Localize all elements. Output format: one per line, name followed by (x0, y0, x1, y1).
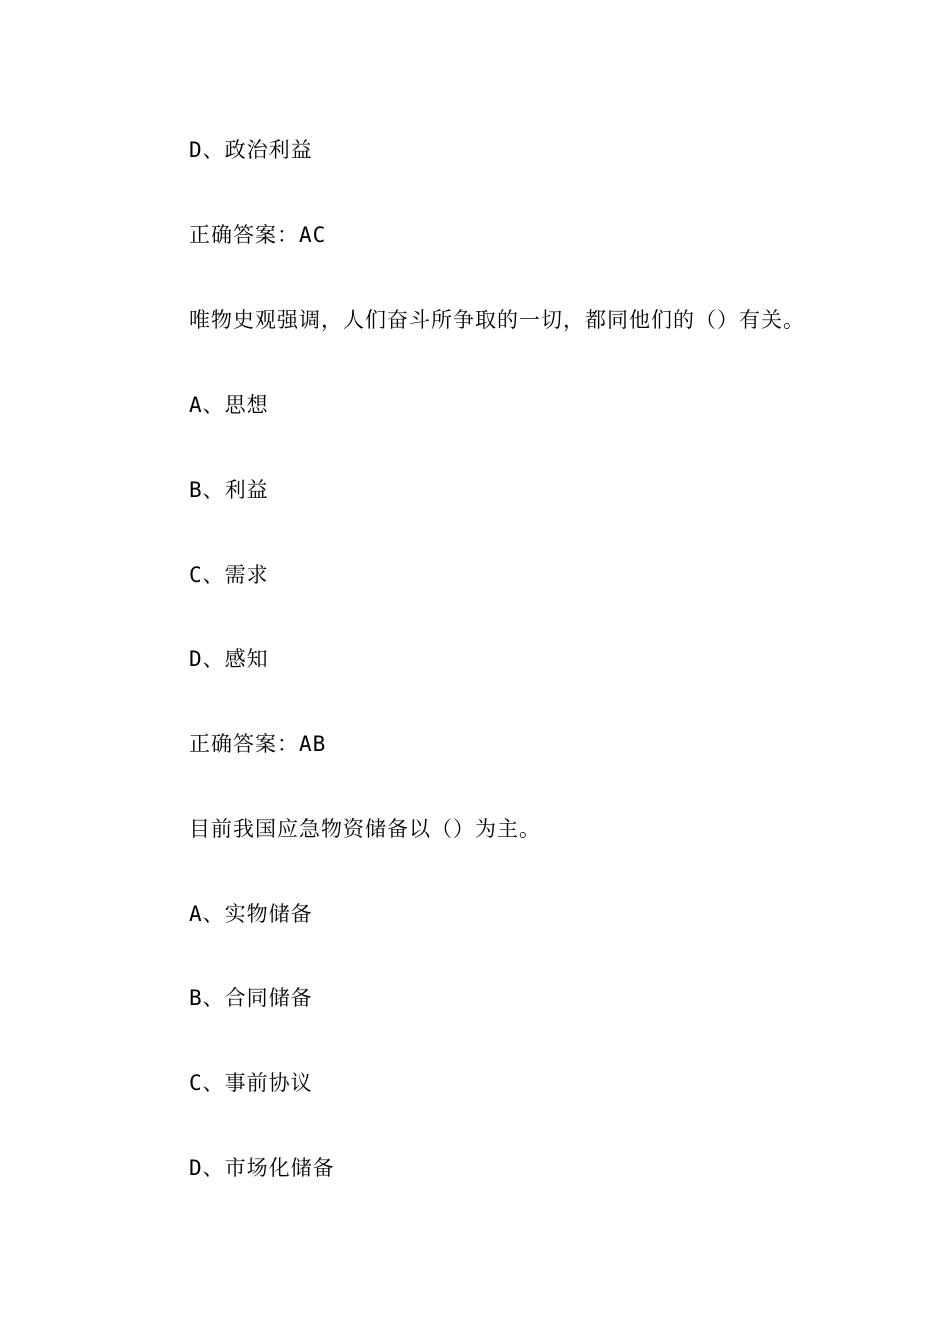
answer-ac: 正确答案：AC (189, 223, 327, 247)
question-emergency-reserve: 目前我国应急物资储备以（）为主。 (189, 817, 541, 841)
option-c-demand: C、需求 (189, 563, 269, 587)
option-d-political-interest: D、政治利益 (189, 138, 313, 162)
option-d-market-reserve: D、市场化储备 (189, 1156, 335, 1180)
option-d-perception: D、感知 (189, 647, 269, 671)
answer-ab: 正确答案：AB (189, 732, 327, 756)
option-a-physical-reserve: A、实物储备 (189, 902, 313, 926)
option-b-interest: B、利益 (189, 478, 269, 502)
option-c-prior-agreement: C、事前协议 (189, 1071, 313, 1095)
option-b-contract-reserve: B、合同储备 (189, 986, 313, 1010)
question-historical-materialism: 唯物史观强调，人们奋斗所争取的一切，都同他们的（）有关。 (189, 308, 805, 332)
option-a-thought: A、思想 (189, 393, 269, 417)
